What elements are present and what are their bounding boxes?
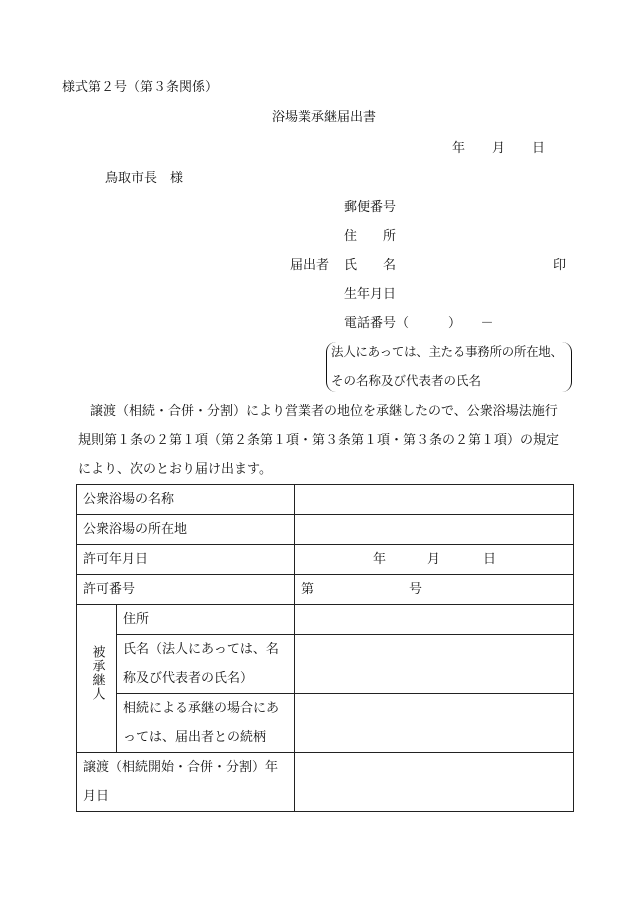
predecessor-address-field[interactable] — [295, 605, 574, 635]
transfer-date-field[interactable] — [295, 753, 574, 812]
body-text-line1: 譲渡（相続・合併・分割）により営業者の地位を承継したので、公衆浴場法施行 — [90, 404, 558, 419]
transfer-date-label-line1: 譲渡（相続開始・合併・分割）年 — [77, 753, 295, 783]
predecessor-name-label-line2: 称及び代表者の氏名） — [117, 664, 295, 694]
permit-date-day: 日 — [483, 552, 497, 567]
relationship-field[interactable] — [295, 694, 574, 753]
document-title: 浴場業承継届出書 — [272, 110, 377, 125]
transfer-date-label-line2: 月日 — [77, 782, 295, 812]
permit-number-label: 許可番号 — [77, 575, 295, 605]
table-row — [77, 485, 574, 515]
addressee: 鳥取市長 様 — [105, 171, 184, 186]
permit-date-label: 許可年月日 — [77, 545, 295, 575]
table-row — [77, 545, 574, 575]
postal-code-label: 郵便番号 — [344, 200, 397, 215]
date-day: 日 — [532, 141, 546, 156]
predecessor-name-field[interactable] — [295, 635, 574, 694]
form-number: 様式第２号（第３条関係） — [62, 80, 219, 95]
permit-number-field[interactable] — [295, 575, 574, 605]
name-label: 氏 名 — [344, 258, 397, 273]
permit-date-month: 月 — [427, 552, 441, 567]
seal-mark: 印 — [553, 258, 567, 273]
relationship-label-line2: っては、届出者との続柄 — [117, 723, 295, 753]
table-row — [77, 515, 574, 545]
predecessor-label-text: 被承継人 — [89, 645, 105, 701]
table-row — [77, 694, 574, 724]
date-year: 年 — [452, 141, 466, 156]
facility-name-field[interactable] — [295, 485, 574, 515]
table-row — [77, 575, 574, 605]
permit-number-prefix: 第 — [301, 582, 315, 597]
table-row — [77, 605, 574, 635]
relationship-label-line1: 相続による承継の場合にあ — [117, 694, 295, 724]
phone-label: 電話番号（ ） － — [344, 316, 494, 331]
notification-table — [76, 484, 574, 812]
predecessor-name-label-line1: 氏名（法人にあっては、名 — [117, 635, 295, 665]
permit-number-suffix: 号 — [409, 582, 423, 597]
facility-name-label: 公衆浴場の名称 — [77, 485, 295, 515]
body-text-line2: 規則第１条の２第１項（第２条第１項・第３条第１項・第３条の２第１項）の規定 — [78, 433, 560, 448]
facility-location-label: 公衆浴場の所在地 — [77, 515, 295, 545]
predecessor-label — [77, 605, 117, 753]
permit-date-year: 年 — [373, 552, 387, 567]
date-month: 月 — [492, 141, 506, 156]
facility-location-field[interactable] — [295, 515, 574, 545]
permit-date-field[interactable] — [295, 545, 574, 575]
applicant-label: 届出者 — [290, 258, 330, 273]
body-text-line3: により、次のとおり届け出ます。 — [78, 462, 272, 477]
corporate-note-line2: その名称及び代表者の氏名 — [331, 373, 482, 388]
table-row — [77, 753, 574, 783]
address-label: 住 所 — [344, 229, 397, 244]
birth-date-label: 生年月日 — [344, 287, 397, 302]
predecessor-address-label: 住所 — [117, 605, 295, 635]
corporate-note-line1: 法人にあっては、主たる事務所の所在地、 — [331, 344, 563, 359]
table-row — [77, 635, 574, 665]
